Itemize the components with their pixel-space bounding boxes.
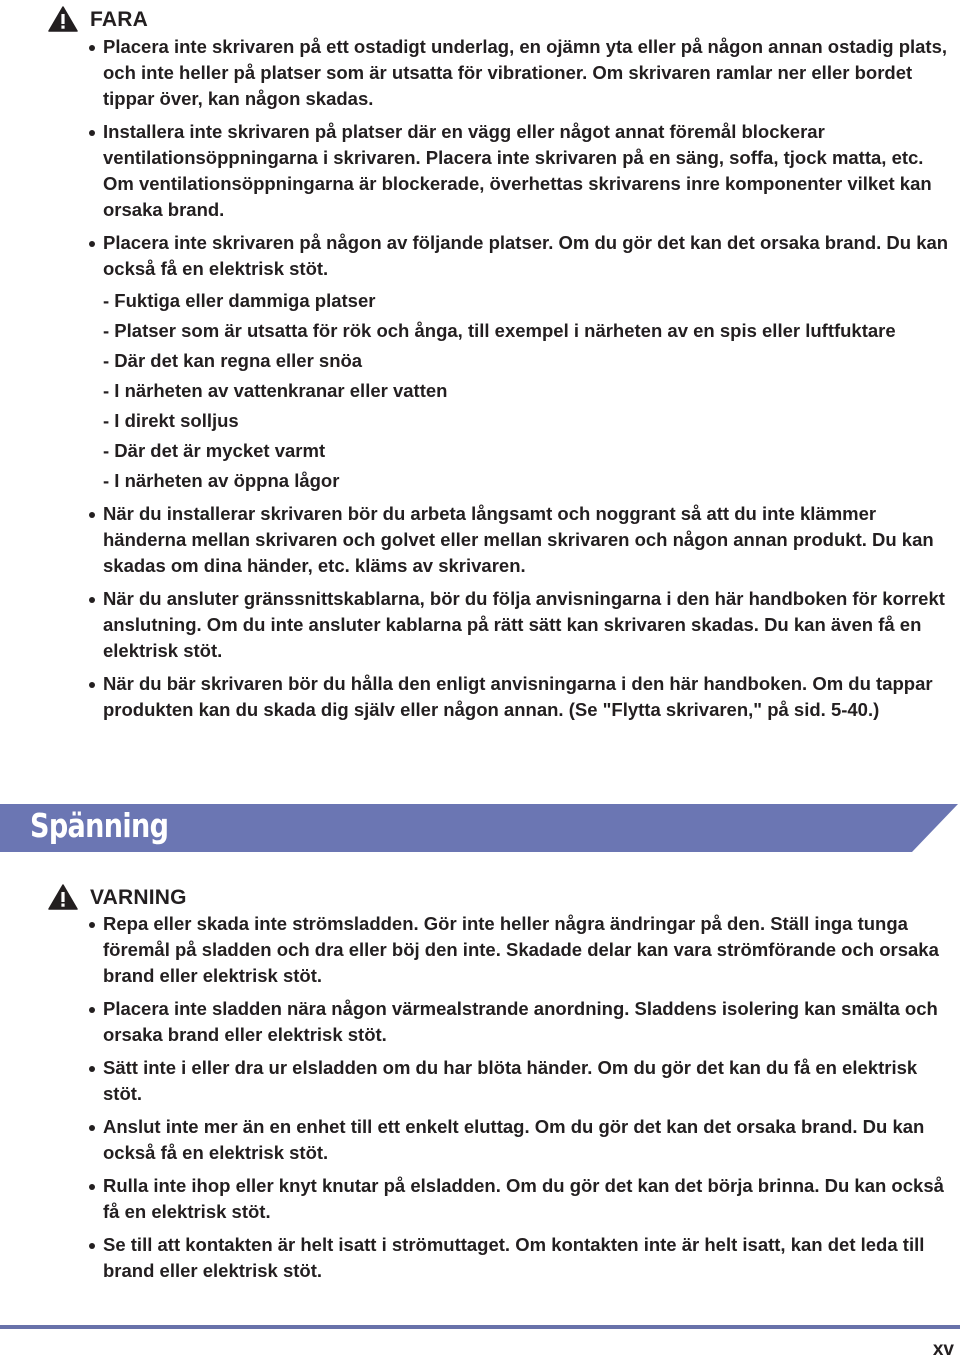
bullet-text: När du bär skrivaren bör du hålla den enligt anvisningarna i den här handboken. Om du tappar produkten kan du skada dig själv eller någon annan. (Se "Flytta skrivaren," på sid. 5-40.): [103, 673, 933, 720]
varning-list: [86, 911, 952, 1284]
sub-item: - Där det kan regna eller snöa: [103, 350, 363, 371]
bullet-text: Placera inte sladden nära någon värmealstrande anordning. Sladdens isolering kan smälta och orsaka brand eller elektrisk stöt.: [103, 998, 938, 1045]
bullet-text: Rulla inte ihop eller knyt knutar på elsladden. Om du gör det kan det börja brinna. Du kan också få en elektrisk stöt.: [103, 1175, 944, 1222]
sub-item: - I närheten av öppna lågor: [103, 470, 340, 491]
bullet-item: [86, 586, 952, 664]
section-title: Spänning: [30, 806, 169, 845]
sub-list: [103, 288, 952, 494]
bullet-item: [86, 911, 952, 989]
bullet-text: Repa eller skada inte strömsladden. Gör inte heller några ändringar på den. Ställ inga tunga föremål på sladden och dra eller böj den inte. Skadade delar kan vara strömförande och orsaka brand eller elektrisk stöt.: [103, 913, 939, 986]
bullet-text: Sätt inte i eller dra ur elsladden om du har blöta händer. Om du gör det kan du få en elektrisk stöt.: [103, 1057, 918, 1104]
bullet-text: Placera inte skrivaren på ett ostadigt underlag, en ojämn yta eller på någon annan ostadig plats, och inte heller på platser som är utsatta för vibrationer. Om skrivaren ramlar ner eller bordet tippar över, kan någon skadas.: [103, 36, 948, 109]
fara-label: FARA: [90, 8, 148, 31]
sub-item: - I direkt solljus: [103, 410, 239, 431]
bullet-item: [86, 1232, 952, 1284]
sub-item: - Där det är mycket varmt: [103, 440, 326, 461]
warning-triangle-icon: [48, 884, 78, 910]
bullet-text: Anslut inte mer än en enhet till ett enkelt eluttag. Om du gör det kan det orsaka brand. Du kan också få en elektrisk stöt.: [103, 1116, 925, 1163]
bullet-item: [86, 119, 952, 223]
bullet-text: Placera inte skrivaren på någon av följande platser. Om du gör det kan det orsaka brand. Du kan också få en elektrisk stöt.: [103, 232, 949, 279]
bullet-item: [86, 996, 952, 1048]
page-number: xv: [932, 1339, 954, 1360]
bullet-item: [86, 1055, 952, 1107]
fara-list: [86, 34, 952, 723]
sub-item: - Fuktiga eller dammiga platser: [103, 290, 376, 311]
sub-item: - I närheten av vattenkranar eller vatten: [103, 380, 448, 401]
bullet-item: [86, 501, 952, 579]
bullet-text: När du installerar skrivaren bör du arbeta långsamt och noggrant så att du inte klämmer händerna mellan skrivaren och golvet eller mellan skrivaren och någon annan produkt. Du kan skadas om dina händer, etc. kläms av skrivaren.: [103, 503, 934, 576]
bullet-item: [86, 230, 952, 494]
warning-triangle-icon: [48, 6, 78, 32]
footer-rule: [0, 1325, 960, 1329]
bullet-item: [86, 34, 952, 112]
bullet-text: När du ansluter gränssnittskablarna, bör du följa anvisningarna i den här handboken för korrekt anslutning. Om du inte ansluter kablarna på rätt sätt kan skrivaren skadas. Du kan även få en elektrisk stöt.: [103, 588, 945, 661]
sub-item: - Platser som är utsatta för rök och ånga, till exempel i närheten av en spis eller luftfuktare: [103, 320, 896, 341]
bullet-text: Installera inte skrivaren på platser där en vägg eller något annat föremål blockerar ventilationsöppningarna i skrivaren. Placera inte skrivaren på en säng, soffa, tjock matta, etc. Om ventilationsöppningarna är blockerade, överhettas skrivarens inre komponenter vilket kan orsaka brand.: [103, 121, 932, 220]
varning-label: VARNING: [90, 886, 187, 909]
bullet-item: [86, 671, 952, 723]
bullet-item: [86, 1114, 952, 1166]
bullet-text: Se till att kontakten är helt isatt i strömuttaget. Om kontakten inte är helt isatt, kan det leda till brand eller elektrisk stöt.: [103, 1234, 925, 1281]
bullet-item: [86, 1173, 952, 1225]
